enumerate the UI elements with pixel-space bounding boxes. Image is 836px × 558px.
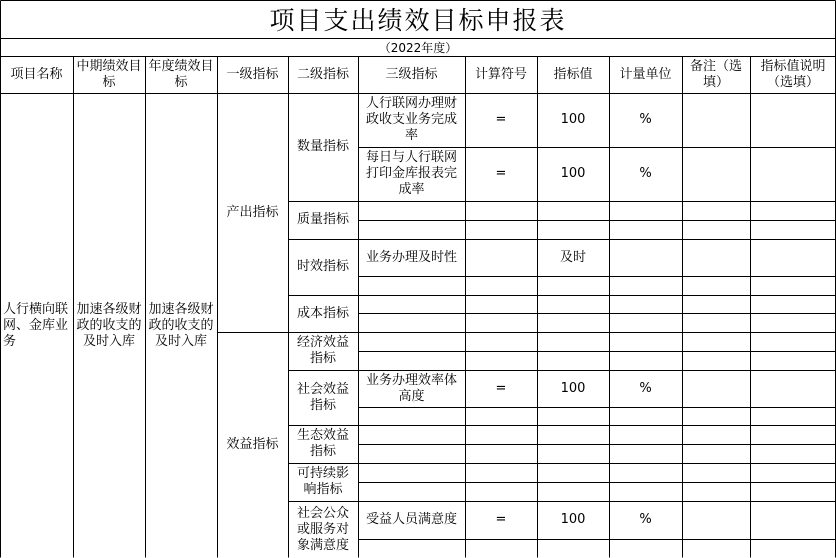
year-label: （2022年度） bbox=[378, 40, 458, 55]
unit-value: % bbox=[639, 112, 652, 127]
level1-benefit: 效益指标 bbox=[226, 437, 279, 452]
indicator-value: 100 bbox=[560, 112, 586, 127]
calc-symbol: = bbox=[495, 512, 507, 527]
header-unit: 计量单位 bbox=[619, 67, 672, 82]
page-title: 项目支出绩效目标申报表 bbox=[269, 6, 567, 35]
calc-symbol: = bbox=[495, 380, 507, 396]
level2-social: 社会效益指标 bbox=[296, 381, 349, 413]
level3-item: 受益人员满意度 bbox=[365, 512, 457, 527]
level2-cost: 成本指标 bbox=[296, 305, 349, 321]
header-remark: 备注（选填） bbox=[689, 59, 742, 90]
level2-ecological: 生态效益指标 bbox=[296, 428, 349, 459]
calc-symbol: = bbox=[495, 166, 507, 181]
unit-value: % bbox=[639, 512, 652, 527]
unit-value: % bbox=[639, 380, 652, 396]
header-level2: 二级指标 bbox=[296, 67, 349, 82]
level2-sustainable: 可持续影响指标 bbox=[296, 466, 349, 497]
indicator-value: 及时 bbox=[559, 249, 586, 265]
header-value-note: 指标值说明（选填） bbox=[760, 59, 826, 90]
header-level1: 一级指标 bbox=[226, 67, 279, 82]
header-project-name: 项目名称 bbox=[10, 67, 63, 82]
project-name: 人行横向联网、金库业务 bbox=[3, 301, 69, 349]
level1-output: 产出指标 bbox=[226, 204, 279, 220]
header-mid-goal: 中期绩效目标 bbox=[76, 59, 142, 90]
level3-item: 每日与人行联网打印金库报表完成率 bbox=[365, 150, 457, 197]
header-symbol: 计算符号 bbox=[474, 67, 527, 82]
calc-symbol: = bbox=[495, 112, 507, 127]
level2-economic: 经济效益指标 bbox=[296, 335, 349, 366]
level3-item: 业务办理效率体高度 bbox=[365, 372, 457, 404]
mid-goal: 加速各级财政的收支的及时入库 bbox=[76, 301, 142, 349]
level3-item: 业务办理及时性 bbox=[365, 249, 457, 265]
header-level3: 三级指标 bbox=[385, 67, 438, 82]
calc-symbol bbox=[465, 239, 537, 276]
indicator-value: 100 bbox=[560, 380, 586, 396]
annual-goal: 加速各级财政的收支的及时入库 bbox=[148, 301, 214, 349]
unit-value: % bbox=[639, 166, 652, 181]
level2-quantity: 数量指标 bbox=[296, 139, 349, 154]
unit-value bbox=[609, 239, 682, 276]
level2-satisfaction: 社会公众或服务对象满意度 bbox=[296, 505, 349, 553]
level3-item: 人行联网办理财政收支业务完成率 bbox=[365, 96, 457, 143]
header-annual-goal: 年度绩效目标 bbox=[148, 59, 214, 90]
level2-timeliness: 时效指标 bbox=[296, 259, 349, 274]
level2-quality: 质量指标 bbox=[296, 212, 349, 227]
header-value: 指标值 bbox=[553, 67, 593, 82]
indicator-value: 100 bbox=[560, 512, 586, 527]
indicator-value: 100 bbox=[560, 166, 586, 181]
